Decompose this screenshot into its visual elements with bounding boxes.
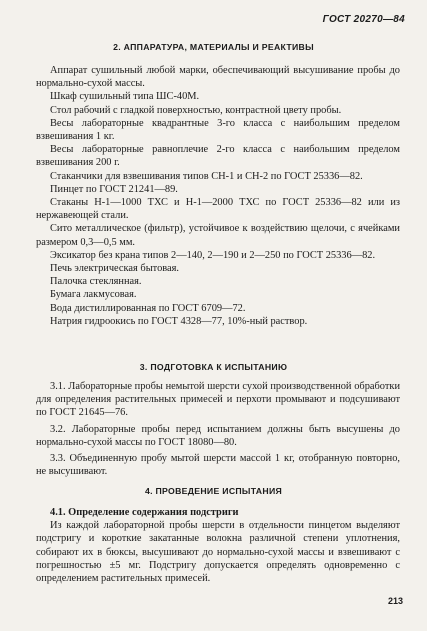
section-2-body bbox=[36, 64, 400, 328]
paragraph: Весы лабораторные квадрантные 3-го класса с наибольшим пределом взвешивания 1 кг. bbox=[36, 117, 400, 143]
paragraph: Стаканчики для взвешивания типов СН-1 и СН-2 по ГОСТ 25336—82. bbox=[50, 170, 363, 182]
running-header: ГОСТ 20270—84 bbox=[322, 14, 405, 25]
paragraph: 3.2. Лабораторные пробы перед испытанием должны быть высушены до нормально-сухой массы по ГОСТ 18080—80. bbox=[36, 423, 400, 448]
paragraph: Печь электрическая бытовая. bbox=[50, 263, 180, 275]
paragraph: Натрия гидроокись по ГОСТ 4328—77, 10%-ный раствор. bbox=[50, 315, 308, 327]
paragraph: 3.1. Лабораторные пробы немытой шерсти сухой производственной обработки для определения растительных примесей и перхоти промывают и подсушивают по ГОСТ 21645—76. bbox=[36, 381, 400, 419]
section-2-title: 2. АППАРАТУРА, МАТЕРИАЛЫ И РЕАКТИВЫ bbox=[113, 42, 314, 52]
subheading: 4.1. Определение содержания подстриги bbox=[50, 507, 239, 518]
paragraph: Эксикатор без крана типов 2—140, 2—190 и 2—250 по ГОСТ 25336—82. bbox=[50, 249, 376, 261]
paragraph: Аппарат сушильный любой марки, обеспечивающий высушивание пробы до нормально-сухой массы. bbox=[36, 65, 400, 90]
paragraph: Шкаф сушильный типа ШС-40М. bbox=[50, 91, 200, 103]
paragraph: Вода дистиллированная по ГОСТ 6709—72. bbox=[50, 302, 246, 314]
section-3-body bbox=[36, 380, 400, 478]
paragraph: Весы лабораторные равноплечие 2-го класса с наибольшим пределом взвешивания 200 г. bbox=[36, 144, 400, 169]
paragraph: Палочка стеклянная. bbox=[50, 276, 142, 288]
paragraph: Пинцет по ГОСТ 21241—89. bbox=[50, 183, 178, 195]
paragraph: Бумага лакмусовая. bbox=[50, 289, 137, 301]
paragraph: Стаканы Н-1—1000 ТХС и Н-1—2000 ТХС по ГОСТ 25336—82 или из нержавеющей стали. bbox=[36, 197, 400, 222]
paragraph: Из каждой лабораторной пробы шерсти в отдельности пинцетом выделяют подстригу и короткие закатанные волокна различной степени уплотнения, собирают их в бюксы, высушивают до нормально-сухой массы и взвешивают с погрешностью ±5 мг. Подстригу допускается определять одновременно с определением растительных примесей. bbox=[36, 520, 400, 585]
paragraph: Стол рабочий с гладкой поверхностью, контрастной цвету пробы. bbox=[50, 104, 342, 116]
section-4-title: 4. ПРОВЕДЕНИЕ ИСПЫТАНИЯ bbox=[144, 486, 283, 496]
section-3-title: 3. ПОДГОТОВКА К ИСПЫТАНИЮ bbox=[139, 362, 288, 372]
paragraph: 3.3. Объединенную пробу мытой шерсти массой 1 кг, отобранную повторно, не высушивают. bbox=[36, 453, 400, 478]
paragraph: Сито металлическое (фильтр), устойчивое к воздействию щелочи, с ячейками размером 0,3—0,5 мм. bbox=[36, 223, 400, 248]
page-number: 213 bbox=[387, 596, 403, 606]
section-4-body bbox=[36, 506, 400, 585]
